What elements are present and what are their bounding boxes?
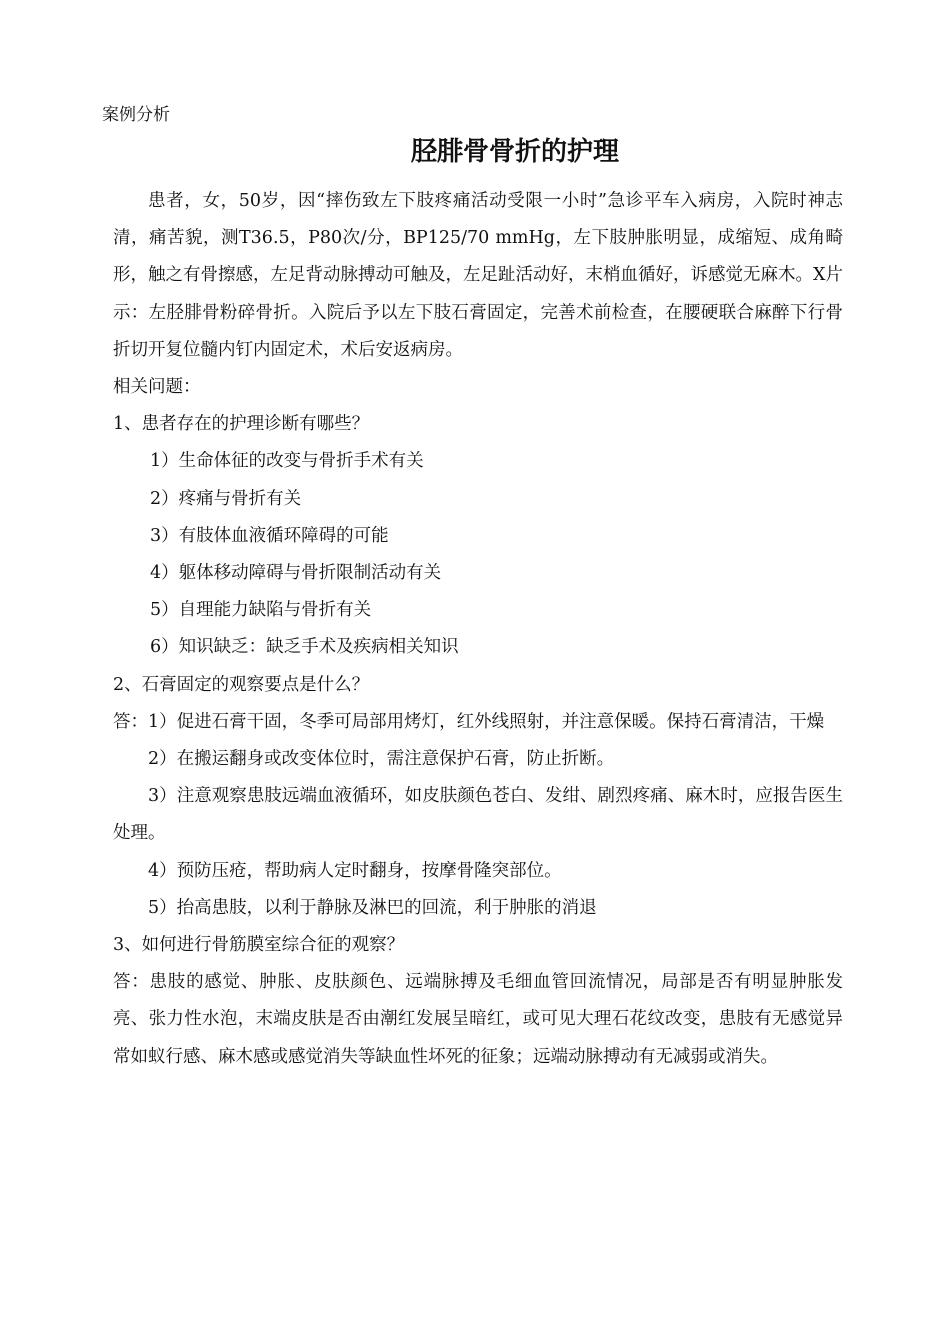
related-questions-label: 相关问题：	[113, 377, 201, 398]
header-label: 案例分析	[102, 105, 170, 125]
question-2: 2、石膏固定的观察要点是什么？	[113, 674, 370, 695]
q3-answer: 答：患肢的感觉、肿胀、皮肤颜色、远端脉搏及毛细血管回流情况，局部是否有明显肿胀发亮、张力性水泡，末端皮肤是否由潮红发展呈暗红，或可见大理石花纹改变，患肢有无感觉异常如蚁行感、麻木感或感觉消失等缺血性坏死的征象；远端动脉搏动有无减弱或消失。	[113, 972, 843, 1067]
q2-item: 4）预防压疮，帮助病人定时翻身，按摩骨隆突部位。	[148, 860, 562, 881]
q1-item: 2）疼痛与骨折有关	[150, 488, 302, 509]
q1-item: 1）生命体征的改变与骨折手术有关	[150, 451, 424, 472]
q2-answer-first: 答：1）促进石膏干固，冬季可局部用烤灯，红外线照射，并注意保暖。保持石膏清洁，干燥	[113, 711, 825, 732]
q2-item: 3）注意观察患肢远端血液循环，如皮肤颜色苍白、发绀、剧烈疼痛、麻木时，应报告医生处理。	[113, 786, 843, 844]
q1-item: 5）自理能力缺陷与骨折有关	[150, 600, 372, 621]
q2-item: 5）抬高患肢，以利于静脉及淋巴的回流，利于肿胀的消退	[148, 897, 597, 918]
q1-item: 3）有肢体血液循环障碍的可能	[150, 525, 389, 546]
q2-item: 2）在搬运翻身或改变体位时，需注意保护石膏，防止折断。	[148, 749, 615, 770]
question-3: 3、如何进行骨筋膜室综合征的观察？	[113, 935, 405, 956]
case-paragraph: 患者，女，50岁，因“摔伤致左下肢疼痛活动受限一小时”急诊平车入病房，入院时神志清，痛苦貌，测T36.5，P80次/分，BP125/70 mmHg，左下肢肿胀明显，成缩短、成角畸形，触之有骨擦感，左足背动脉搏动可触及，左足趾活动好，末梢血循好，诉感觉无麻木。X片示：左胫腓骨粉碎骨折。入院后予以左下肢石膏固定，完善术前检查，在腰硬联合麻醉下行骨折切开复位髓内钉内固定术，术后安返病房。	[113, 191, 843, 360]
q1-item: 6）知识缺乏：缺乏手术及疾病相关知识	[150, 637, 459, 658]
question-1: 1、患者存在的护理诊断有哪些？	[113, 414, 370, 435]
document-body	[113, 183, 843, 1076]
q1-item: 4）躯体移动障碍与骨折限制活动有关	[150, 563, 442, 584]
page-title: 胫腓骨骨折的护理	[410, 137, 619, 167]
